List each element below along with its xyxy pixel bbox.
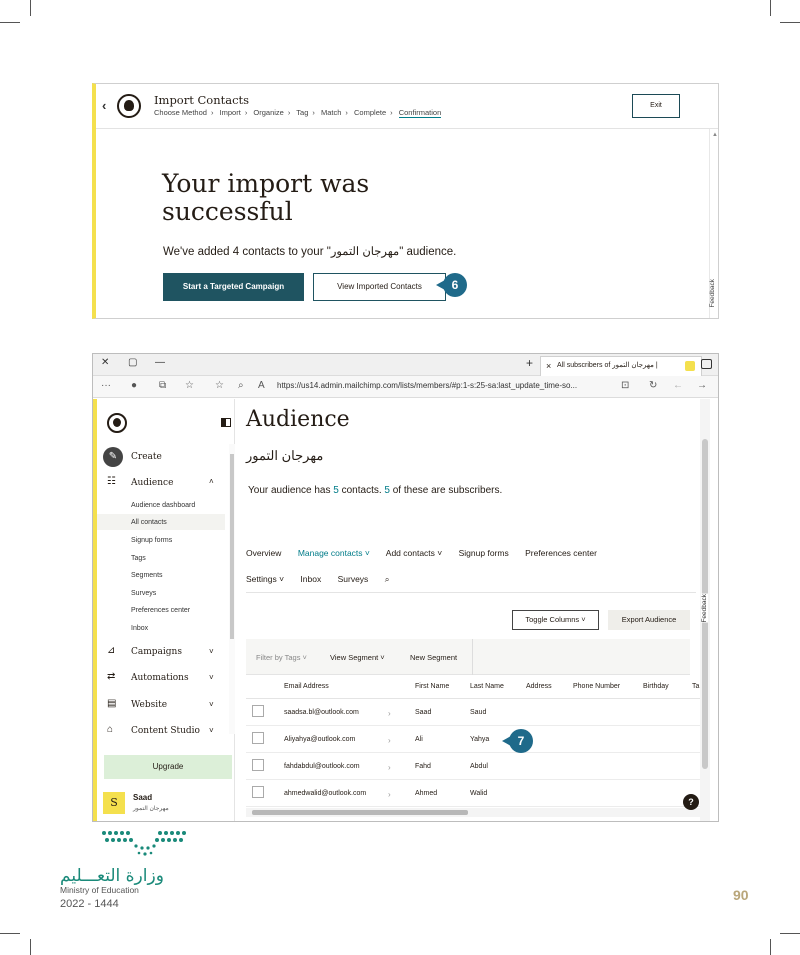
filter-bar: [246, 639, 690, 675]
back-icon[interactable]: ←: [673, 380, 683, 391]
tab-manage-contacts[interactable]: Manage contacts ˅: [297, 548, 370, 558]
tab-add-contacts[interactable]: Add contacts ˅: [385, 548, 443, 558]
avatar[interactable]: S: [103, 792, 125, 814]
table-row[interactable]: [246, 780, 700, 807]
divider: [246, 592, 696, 593]
ministry-name-english: Ministry of Education: [60, 885, 139, 895]
table-row[interactable]: [246, 726, 700, 753]
scroll-thumb[interactable]: [230, 454, 234, 639]
crop-mark: [780, 22, 800, 23]
audience-nav-row-1: [246, 548, 611, 558]
audience-summary: [248, 485, 502, 496]
crop-mark: [770, 939, 771, 955]
forward-icon[interactable]: →: [697, 380, 707, 391]
row-checkbox[interactable]: [252, 759, 264, 771]
search-icon[interactable]: ⌕: [384, 574, 390, 584]
feedback-tab[interactable]: Feedback: [701, 594, 708, 623]
favorites-list-icon[interactable]: ☆: [185, 380, 194, 391]
search-icon[interactable]: ⌕: [238, 380, 244, 391]
breadcrumb-current: Confirmation: [398, 108, 442, 117]
column-header[interactable]: Ta: [692, 683, 700, 690]
new-tab-icon[interactable]: +: [526, 356, 534, 370]
tab-surveys[interactable]: Surveys: [337, 574, 369, 584]
breadcrumb-item[interactable]: Choose Method: [154, 108, 207, 117]
sidebar-item-automations[interactable]: Automations: [131, 673, 189, 683]
restore-window-icon[interactable]: ▢: [128, 357, 138, 368]
feedback-tab[interactable]: Feedback: [709, 279, 716, 308]
tab-signup-forms[interactable]: Signup forms: [458, 548, 509, 558]
subscriber-count[interactable]: 5: [384, 485, 390, 496]
new-segment-button[interactable]: New Segment: [410, 653, 458, 662]
email-cell[interactable]: Aliyahya@outlook.com: [284, 736, 356, 743]
chevron-right-icon[interactable]: ›: [388, 790, 391, 799]
horizontal-scrollbar[interactable]: [246, 808, 700, 817]
user-name: Saad: [133, 793, 153, 802]
divider: [472, 639, 473, 675]
first-name-cell: Saad: [415, 709, 432, 716]
column-header[interactable]: Email Address: [284, 683, 329, 690]
read-aloud-icon[interactable]: A: [258, 380, 265, 391]
audience-name: مهرجان التمور: [246, 448, 324, 463]
step-marker-7: 7: [509, 729, 533, 753]
added-contacts-message: We've added 4 contacts to your "مهرجان التمور" audience.: [163, 246, 457, 258]
contacts-table: [246, 675, 700, 807]
close-tab-icon[interactable]: ×: [546, 361, 552, 371]
last-name-cell: Walid: [470, 790, 488, 797]
sidebar-item-inbox[interactable]: Inbox: [131, 625, 149, 632]
audience-browser-screenshot: [92, 353, 719, 822]
chevron-right-icon[interactable]: ›: [388, 709, 391, 718]
export-audience-button[interactable]: Export Audience: [608, 610, 690, 630]
more-icon[interactable]: ···: [101, 380, 111, 391]
user-audience-name: مهرجان التمور: [133, 806, 169, 812]
upgrade-button[interactable]: Upgrade: [104, 755, 232, 779]
crop-mark: [0, 933, 20, 934]
sidebar-item-audience[interactable]: Audience: [131, 478, 174, 488]
tab-actions-icon[interactable]: [701, 359, 712, 369]
browser-tab[interactable]: [540, 356, 702, 376]
crop-mark: [30, 939, 31, 955]
minimize-window-icon[interactable]: —: [155, 357, 165, 368]
sidebar-item-surveys[interactable]: Surveys: [131, 590, 157, 597]
chevron-right-icon[interactable]: ›: [388, 736, 391, 745]
filter-by-tags-dropdown[interactable]: Filter by Tags ˅: [256, 653, 307, 662]
audience-main: [236, 399, 710, 822]
import-title: Import Contacts: [154, 93, 250, 107]
megaphone-icon: ⊿: [107, 645, 116, 656]
summary-text: contacts.: [338, 485, 385, 496]
sidebar-item-preferences-center[interactable]: Preferences center: [131, 607, 191, 614]
audience-icon: ☷: [107, 476, 116, 487]
tab-preferences-center[interactable]: Preferences center: [525, 548, 597, 558]
sidebar-item-all-contacts[interactable]: All contacts: [131, 519, 167, 526]
step-marker-6: 6: [443, 273, 467, 297]
collections-icon[interactable]: ⧉: [159, 380, 167, 391]
chevron-down-icon[interactable]: ˅: [209, 647, 214, 656]
close-window-icon[interactable]: ✕: [101, 357, 110, 368]
crop-mark: [30, 0, 31, 16]
chevron-up-icon[interactable]: ˄: [209, 477, 214, 486]
audience-nav-row-2: [246, 574, 403, 585]
exit-button[interactable]: Exit: [632, 94, 680, 118]
sidebar: [93, 399, 235, 822]
profile-icon[interactable]: ●: [131, 380, 138, 391]
address-bar: [93, 376, 718, 398]
browser-tab-bar: [93, 354, 718, 376]
row-checkbox[interactable]: [252, 732, 264, 744]
email-cell[interactable]: saadsa.bl@outlook.com: [284, 709, 359, 716]
sidebar-item-website[interactable]: Website: [131, 700, 168, 710]
last-name-cell: Abdul: [470, 763, 488, 770]
lock-icon: ⊡: [621, 380, 630, 391]
summary-text: of these are subscribers.: [389, 485, 503, 496]
website-icon: ▤: [107, 698, 117, 709]
ministry-logo-icon: [100, 828, 190, 858]
column-header[interactable]: Address: [526, 683, 552, 690]
first-name-cell: Ahmed: [415, 790, 438, 797]
breadcrumb-item[interactable]: Import: [219, 108, 241, 117]
chevron-down-icon[interactable]: ˅: [209, 700, 214, 709]
success-headline: Your import was successful: [162, 169, 370, 226]
tab-overview[interactable]: Overview: [246, 548, 282, 558]
email-cell[interactable]: fahdabdul@outlook.com: [284, 763, 360, 770]
column-header[interactable]: Phone Number: [573, 683, 621, 690]
scroll-up-icon[interactable]: ▲: [712, 132, 718, 138]
automations-icon: ⇄: [107, 671, 116, 682]
crop-mark: [770, 0, 771, 16]
page-number: 90: [733, 887, 749, 903]
crop-mark: [0, 22, 20, 23]
import-header: [96, 84, 718, 129]
tab-settings[interactable]: Settings ˅: [246, 574, 285, 584]
column-header[interactable]: Birthday: [643, 683, 669, 690]
mailchimp-logo-icon: [117, 94, 141, 118]
view-segment-dropdown[interactable]: View Segment ˅: [330, 653, 385, 662]
crop-mark: [780, 933, 800, 934]
breadcrumb-item[interactable]: Complete: [354, 108, 387, 117]
url-field[interactable]: https://us14.admin.mailchimp.com/lists/members/#p:1-s:25-sa:last_update_time-so...: [277, 381, 578, 390]
breadcrumb: Choose Method › Import › Organize › Tag › Match › Complete › Confirmation: [154, 108, 442, 117]
breadcrumb-item[interactable]: Tag: [296, 108, 309, 117]
sidebar-item-content-studio[interactable]: Content Studio: [131, 726, 200, 736]
sidebar-item-create[interactable]: Create: [131, 452, 162, 462]
sidebar-scrollbar[interactable]: [229, 444, 235, 734]
add-favorite-icon[interactable]: ☆: [215, 380, 224, 391]
start-targeted-campaign-button[interactable]: Start a Targeted Campaign: [163, 273, 304, 301]
breadcrumb-item[interactable]: Organize: [253, 108, 284, 117]
sidebar-item-audience-dashboard[interactable]: Audience dashboard: [131, 502, 196, 509]
sidebar-item-tags[interactable]: Tags: [131, 555, 146, 562]
column-header[interactable]: Last Name: [470, 683, 504, 690]
refresh-icon[interactable]: ↻: [649, 380, 658, 391]
email-cell[interactable]: ahmedwalid@outlook.com: [284, 790, 367, 797]
view-imported-contacts-button[interactable]: View Imported Contacts: [313, 273, 446, 301]
row-checkbox[interactable]: [252, 786, 264, 798]
edition-year: 2022 - 1444: [60, 898, 119, 910]
last-name-cell: Yahya: [470, 736, 490, 743]
tab-title: All subscribers of مهرجان التمور |: [557, 362, 658, 369]
first-name-cell: Fahd: [415, 763, 431, 770]
last-name-cell: Saud: [470, 709, 487, 716]
mailchimp-logo-icon[interactable]: [107, 413, 127, 433]
toggle-columns-button[interactable]: Toggle Columns ˅: [512, 610, 599, 630]
table-row[interactable]: [246, 753, 700, 780]
first-name-cell: Ali: [415, 736, 423, 743]
tab-inbox[interactable]: Inbox: [300, 574, 322, 584]
help-icon[interactable]: ?: [683, 794, 699, 810]
row-checkbox[interactable]: [252, 705, 264, 717]
collapse-sidebar-icon[interactable]: [221, 418, 231, 427]
column-header[interactable]: First Name: [415, 683, 450, 690]
chevron-right-icon[interactable]: ›: [388, 763, 391, 772]
sidebar-item-signup-forms[interactable]: Signup forms: [131, 537, 173, 544]
content-studio-icon: ⌂: [107, 724, 114, 735]
breadcrumb-item[interactable]: Match: [320, 108, 342, 117]
scroll-thumb[interactable]: [252, 810, 468, 815]
chevron-down-icon[interactable]: ˅: [209, 726, 214, 735]
page-title: Audience: [246, 407, 350, 432]
contact-count[interactable]: 5: [333, 485, 339, 496]
mailchimp-favicon-icon: [685, 361, 695, 371]
back-chevron-icon[interactable]: ‹: [102, 98, 107, 113]
ministry-name-arabic: وزارة التعـــليم: [60, 866, 164, 886]
sidebar-item-campaigns[interactable]: Campaigns: [131, 647, 182, 657]
table-row[interactable]: [246, 699, 700, 726]
chevron-down-icon[interactable]: ˅: [209, 673, 214, 682]
sidebar-item-segments[interactable]: Segments: [131, 572, 163, 579]
pencil-icon[interactable]: ✎: [103, 447, 123, 467]
import-confirmation-screenshot: [92, 83, 719, 319]
table-header: [246, 675, 700, 699]
summary-text: Your audience has: [248, 485, 334, 496]
